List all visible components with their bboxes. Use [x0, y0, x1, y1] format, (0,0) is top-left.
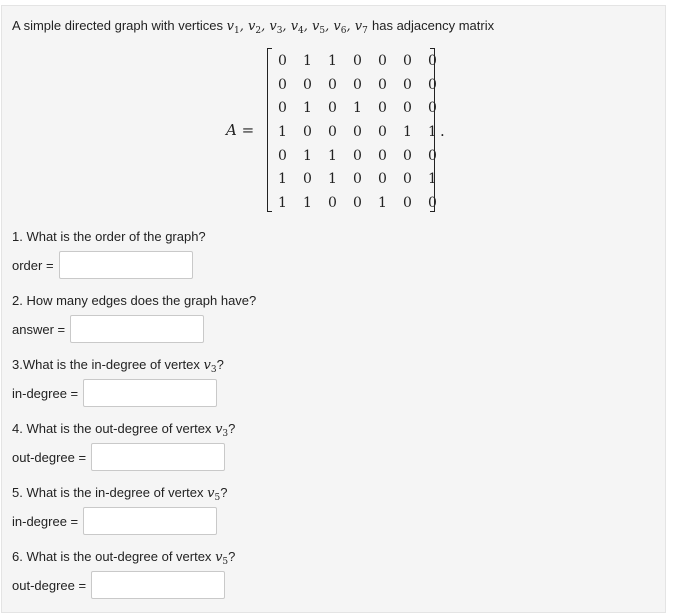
matrix-cell: 1 [303, 100, 312, 117]
answer-label: out-degree = [12, 577, 87, 593]
out-degree-v5-input[interactable] [91, 571, 225, 599]
matrix-cell: 0 [353, 171, 362, 188]
question-6 [12, 548, 572, 600]
matrix-cell: 0 [353, 124, 362, 141]
matrix-cell: 0 [403, 171, 412, 188]
matrix-cell: 0 [353, 147, 362, 164]
matrix-cell: 1 [303, 53, 312, 69]
question-card [1, 5, 666, 613]
matrix-cell: 1 [328, 171, 337, 188]
matrix-cell: 1 [303, 147, 312, 164]
answer-label: answer = [12, 321, 66, 337]
vertex-v6: $v_6$ [333, 19, 347, 36]
question-4 [12, 420, 572, 472]
matrix-cell: 1 [278, 195, 287, 212]
question-2 [12, 292, 572, 344]
matrix-cell: 0 [428, 53, 437, 69]
intro-text [12, 18, 494, 36]
matrix-cell: 0 [403, 76, 412, 93]
matrix-cell: 0 [428, 195, 437, 212]
matrix-cell: 0 [328, 100, 337, 117]
answer-label: out-degree = [12, 449, 87, 465]
matrix-period: . [440, 122, 445, 140]
matrix-cell: 0 [303, 124, 312, 141]
matrix-cell: 1 [428, 171, 437, 188]
matrix-right-bracket [430, 48, 435, 212]
matrix-cell: 0 [378, 171, 387, 188]
matrix-cell: 0 [403, 147, 412, 164]
answer-label: order = [12, 257, 54, 273]
matrix-cell: 0 [278, 147, 287, 164]
intro-tail: has adjacency matrix [372, 18, 495, 33]
answer-label: in-degree = [12, 513, 79, 529]
matrix-cell: 1 [353, 100, 362, 117]
matrix-cell: 0 [378, 76, 387, 93]
matrix-cell: 0 [278, 53, 287, 69]
question-3 [12, 356, 572, 408]
matrix-cell: 0 [378, 147, 387, 164]
matrix-cell: 0 [303, 171, 312, 188]
question-text: 4. What is the out-degree of vertex $v_3$? [12, 421, 236, 439]
matrix-cell: 0 [378, 53, 387, 69]
matrix-cell: 0 [378, 124, 387, 141]
matrix-cell: 0 [403, 53, 412, 69]
matrix-cell: 0 [328, 195, 337, 212]
question-text: 1. What is the order of the graph? [12, 229, 206, 244]
matrix-cell: 1 [403, 124, 412, 141]
matrix-cell: 1 [328, 53, 337, 69]
matrix-grid [270, 50, 445, 216]
matrix-cell: 0 [353, 53, 362, 69]
matrix-cell: 1 [328, 147, 337, 164]
order-input[interactable] [59, 251, 193, 279]
matrix-cell: 0 [353, 195, 362, 212]
matrix-cell: 0 [328, 76, 337, 93]
question-5 [12, 484, 572, 536]
matrix-cell: 0 [428, 100, 437, 117]
matrix-cell: 0 [403, 195, 412, 212]
matrix-cell: 0 [378, 100, 387, 117]
question-text: 3.What is the in-degree of vertex $v_3$? [12, 357, 224, 375]
matrix-cell: 1 [278, 171, 287, 188]
in-degree-v5-input[interactable] [83, 507, 217, 535]
question-text: 5. What is the in-degree of vertex $v_5$? [12, 485, 228, 503]
matrix-cell: 0 [278, 100, 287, 117]
vertex-v5: $v_5$ [312, 19, 326, 36]
vertex-v4: $v_4$ [290, 19, 304, 36]
matrix-cell: 1 [278, 124, 287, 141]
vertex-v3: $v_3$ [269, 19, 283, 36]
question-text: 6. What is the out-degree of vertex $v_5$? [12, 549, 236, 567]
vertex-v1: $v_1$ [226, 19, 240, 36]
answer-label: in-degree = [12, 385, 79, 401]
matrix-cell: 0 [278, 76, 287, 93]
matrix-cell: 0 [428, 76, 437, 93]
matrix-label: A = [226, 121, 255, 139]
out-degree-v3-input[interactable] [91, 443, 225, 471]
matrix-cell: 1 [378, 195, 387, 212]
matrix-cell: 0 [328, 124, 337, 141]
question-text: 2. How many edges does the graph have? [12, 293, 257, 308]
vertex-list: $v_1$, $v_2$, $v_3$, $v_4$, $v_5$, $v_6$, $v_7$ [226, 19, 368, 36]
in-degree-v3-input[interactable] [83, 379, 217, 407]
edges-input[interactable] [70, 315, 204, 343]
matrix-cell: 0 [353, 76, 362, 93]
matrix-cell: 0 [403, 100, 412, 117]
intro-lead: A simple directed graph with vertices [12, 18, 223, 33]
matrix-cell: 0 [303, 76, 312, 93]
matrix-cell: 1 [303, 195, 312, 212]
vertex-v7: $v_7$ [354, 19, 368, 36]
question-1 [12, 228, 572, 280]
matrix-cell: 0 [428, 147, 437, 164]
vertex-v2: $v_2$ [247, 19, 262, 36]
matrix-cell: 1 [428, 124, 437, 141]
